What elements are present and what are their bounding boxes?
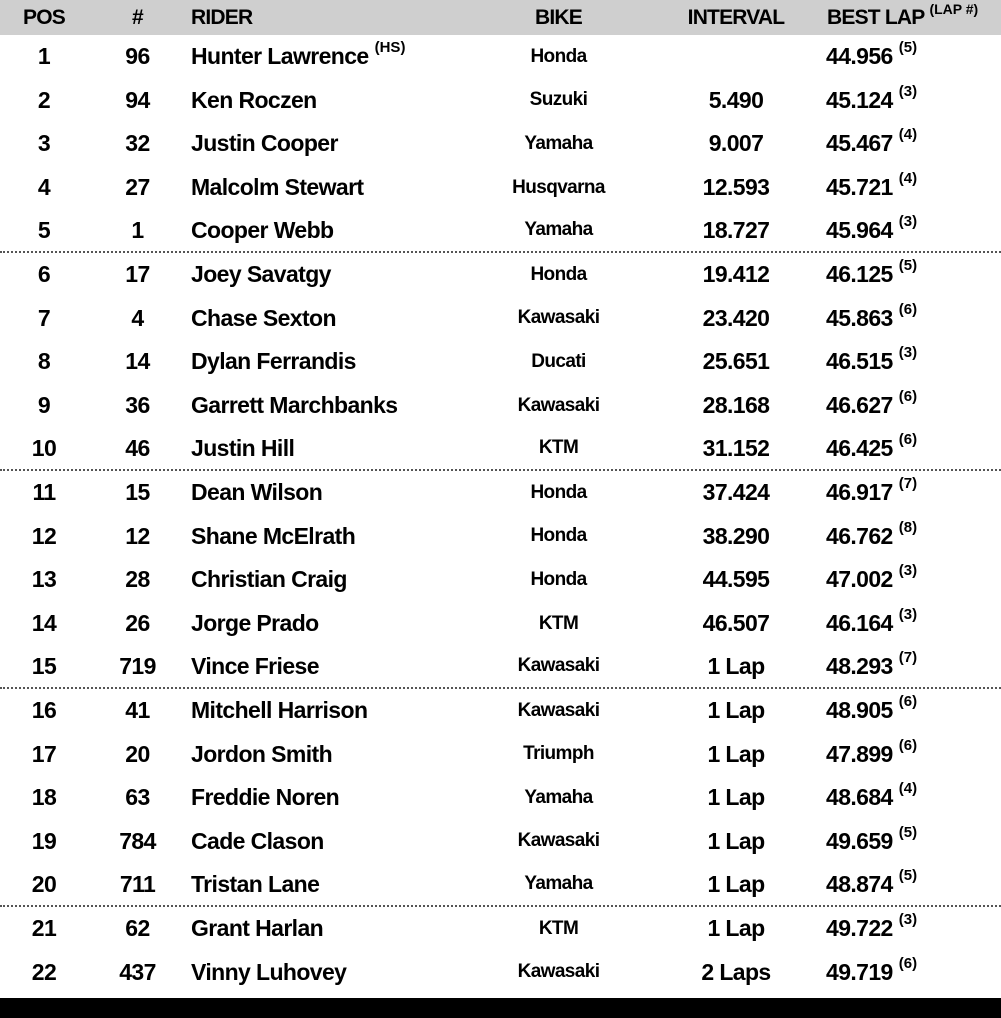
cell-interval: 44.595 [702, 566, 770, 593]
cell-bike: Ducati [531, 350, 586, 372]
cell-bike: Kawasaki [517, 699, 600, 721]
rider-name: Justin Cooper [191, 130, 338, 157]
table-row [0, 733, 1001, 777]
rider-name: Shane McElrath [191, 522, 356, 549]
cell-interval: 1 Lap [707, 784, 765, 811]
rider-name: Tristan Lane [191, 870, 320, 897]
cell-number: 437 [119, 958, 156, 985]
cell-interval: 1 Lap [707, 870, 765, 897]
cell-rider [191, 558, 511, 602]
cell-pos: 5 [37, 216, 51, 243]
table-row [0, 558, 1001, 602]
cell-best-lap [826, 733, 1001, 777]
table-body [0, 35, 1001, 994]
header-bike: BIKE [535, 5, 582, 29]
header-best-lap-label: BEST LAP [827, 5, 925, 29]
cell-rider [191, 471, 511, 515]
cell-number: 62 [125, 915, 150, 942]
cell-best-lap [826, 558, 1001, 602]
rider-name: Christian Craig [191, 566, 347, 593]
cell-pos: 3 [37, 130, 51, 157]
rider-name: Justin Hill [191, 434, 295, 461]
table-row [0, 209, 1001, 253]
cell-best-lap [826, 253, 1001, 297]
best-lap-time: 45.124 [826, 86, 893, 113]
cell-pos: 6 [37, 261, 51, 288]
table-row [0, 645, 1001, 689]
cell-best-lap [826, 645, 1001, 687]
best-lap-number: (3) [898, 82, 918, 100]
cell-interval: 5.490 [708, 86, 764, 113]
best-lap-number: (5) [898, 257, 918, 275]
best-lap-number: (4) [898, 170, 918, 188]
cell-interval: 12.593 [702, 174, 770, 201]
cell-rider [191, 166, 511, 210]
cell-pos: 9 [37, 392, 51, 419]
cell-interval: 31.152 [702, 434, 770, 461]
cell-bike: Husqvarna [512, 176, 605, 198]
cell-bike: KTM [538, 612, 579, 634]
cell-interval: 1 Lap [707, 740, 765, 767]
cell-rider [191, 907, 511, 951]
best-lap-time: 46.425 [826, 434, 893, 461]
cell-number: 719 [119, 652, 156, 679]
best-lap-number: (6) [898, 954, 918, 972]
best-lap-time: 45.721 [826, 174, 893, 201]
best-lap-time: 49.719 [826, 958, 893, 985]
rider-name: Chase Sexton [191, 304, 336, 331]
cell-rider [191, 122, 511, 166]
cell-interval: 1 Lap [707, 697, 765, 724]
rider-name: Grant Harlan [191, 915, 324, 942]
cell-bike: Kawasaki [517, 961, 600, 983]
rider-name: Dylan Ferrandis [191, 348, 356, 375]
cell-bike: Honda [530, 263, 587, 285]
header-interval: INTERVAL [687, 5, 785, 29]
cell-rider [191, 384, 511, 428]
cell-interval: 37.424 [702, 479, 770, 506]
cell-pos: 11 [32, 479, 56, 506]
cell-rider [191, 602, 511, 646]
table-row [0, 166, 1001, 210]
header-best-lap [827, 0, 1001, 35]
cell-pos: 4 [37, 174, 51, 201]
best-lap-time: 48.905 [826, 697, 893, 724]
best-lap-number: (8) [898, 518, 918, 536]
best-lap-time: 45.467 [826, 130, 893, 157]
cell-pos: 2 [37, 86, 51, 113]
cell-interval: 18.727 [702, 216, 770, 243]
table-row [0, 253, 1001, 297]
best-lap-number: (6) [898, 388, 918, 406]
cell-interval: 1 Lap [707, 652, 765, 679]
best-lap-time: 46.762 [826, 522, 893, 549]
header-number: # [132, 5, 143, 29]
rider-name: Jorge Prado [191, 610, 319, 637]
cell-number: 94 [125, 86, 150, 113]
table-row [0, 79, 1001, 123]
cell-number: 711 [119, 870, 156, 897]
best-lap-number: (3) [898, 212, 918, 230]
cell-rider [191, 253, 511, 297]
cell-number: 96 [125, 43, 150, 70]
cell-number: 46 [125, 434, 150, 461]
best-lap-time: 46.627 [826, 392, 893, 419]
table-row [0, 297, 1001, 341]
cell-number: 27 [125, 174, 150, 201]
cell-interval: 38.290 [702, 522, 770, 549]
cell-best-lap [826, 209, 1001, 251]
table-row [0, 471, 1001, 515]
rider-note-sup: (HS) [374, 39, 406, 57]
cell-rider [191, 733, 511, 777]
bottom-bar [0, 998, 1001, 1018]
best-lap-time: 49.659 [826, 827, 893, 854]
cell-number: 41 [125, 697, 150, 724]
table-row [0, 35, 1001, 79]
rider-name: Ken Roczen [191, 86, 317, 113]
best-lap-number: (3) [898, 344, 918, 362]
cell-best-lap [826, 602, 1001, 646]
cell-interval: 9.007 [708, 130, 764, 157]
cell-number: 14 [125, 348, 150, 375]
cell-pos: 15 [31, 652, 57, 679]
cell-number: 15 [125, 479, 150, 506]
cell-number: 28 [125, 566, 150, 593]
rider-name: Vinny Luhovey [191, 958, 347, 985]
cell-number: 26 [125, 610, 150, 637]
cell-pos: 16 [31, 697, 57, 724]
cell-best-lap [826, 689, 1001, 733]
table-header [0, 0, 1001, 35]
table-row [0, 427, 1001, 471]
cell-number: 12 [125, 522, 150, 549]
cell-rider [191, 689, 511, 733]
table-row [0, 820, 1001, 864]
cell-best-lap [826, 427, 1001, 469]
cell-bike: Yamaha [524, 219, 593, 241]
cell-best-lap [826, 776, 1001, 820]
best-lap-number: (5) [898, 823, 918, 841]
cell-number: 32 [125, 130, 150, 157]
best-lap-number: (7) [898, 475, 918, 493]
cell-rider [191, 79, 511, 123]
cell-pos: 21 [31, 915, 57, 942]
table-row [0, 776, 1001, 820]
best-lap-number: (7) [898, 648, 918, 666]
cell-best-lap [826, 79, 1001, 123]
best-lap-time: 47.899 [826, 740, 893, 767]
rider-name: Malcolm Stewart [191, 174, 364, 201]
best-lap-number: (3) [898, 911, 918, 929]
cell-bike: Honda [530, 525, 587, 547]
cell-bike: Kawasaki [517, 307, 600, 329]
cell-best-lap [826, 471, 1001, 515]
cell-pos: 10 [31, 434, 57, 461]
header-pos: POS [23, 5, 65, 29]
cell-bike: Honda [530, 45, 587, 67]
best-lap-number: (5) [898, 866, 918, 884]
cell-rider [191, 820, 511, 864]
cell-best-lap [826, 863, 1001, 905]
best-lap-time: 46.125 [826, 261, 893, 288]
cell-pos: 8 [37, 348, 51, 375]
header-rider: RIDER [191, 5, 253, 29]
cell-bike: Kawasaki [517, 655, 600, 677]
cell-rider [191, 776, 511, 820]
rider-name: Vince Friese [191, 652, 319, 679]
cell-rider [191, 340, 511, 384]
best-lap-time: 45.863 [826, 304, 893, 331]
cell-best-lap [826, 384, 1001, 428]
cell-best-lap [826, 340, 1001, 384]
rider-name: Jordon Smith [191, 740, 333, 767]
best-lap-time: 49.722 [826, 915, 893, 942]
best-lap-number: (3) [898, 606, 918, 624]
cell-bike: Yamaha [524, 873, 593, 895]
cell-interval: 25.651 [702, 348, 770, 375]
cell-rider [191, 427, 511, 469]
cell-number: 17 [125, 261, 150, 288]
cell-bike: Kawasaki [517, 830, 600, 852]
table-row [0, 515, 1001, 559]
cell-bike: Honda [530, 568, 587, 590]
cell-best-lap [826, 820, 1001, 864]
cell-interval: 19.412 [702, 261, 770, 288]
best-lap-time: 46.917 [826, 479, 893, 506]
cell-bike: Yamaha [524, 786, 593, 808]
cell-pos: 22 [31, 958, 57, 985]
cell-best-lap [826, 515, 1001, 559]
best-lap-time: 47.002 [826, 566, 893, 593]
rider-name: Freddie Noren [191, 784, 340, 811]
best-lap-number: (6) [898, 300, 918, 318]
rider-name: Joey Savatgy [191, 261, 331, 288]
best-lap-time: 48.293 [826, 652, 893, 679]
cell-interval: 28.168 [702, 392, 770, 419]
cell-bike: KTM [538, 917, 579, 939]
rider-name: Mitchell Harrison [191, 697, 368, 724]
table-row [0, 950, 1001, 994]
cell-interval: 1 Lap [707, 827, 765, 854]
rider-name: Cooper Webb [191, 216, 334, 243]
cell-rider [191, 35, 511, 79]
best-lap-time: 44.956 [826, 43, 893, 70]
cell-pos: 17 [31, 740, 57, 767]
cell-pos: 19 [31, 827, 57, 854]
rider-name: Hunter Lawrence [191, 43, 369, 70]
cell-rider [191, 209, 511, 251]
cell-rider [191, 515, 511, 559]
table-row [0, 602, 1001, 646]
best-lap-number: (6) [898, 430, 918, 448]
cell-number: 36 [125, 392, 150, 419]
rider-name: Garrett Marchbanks [191, 392, 398, 419]
cell-interval [662, 35, 810, 79]
best-lap-number: (4) [898, 780, 918, 798]
cell-bike: Triumph [523, 743, 594, 765]
cell-interval: 1 Lap [707, 915, 765, 942]
best-lap-time: 48.874 [826, 870, 893, 897]
cell-number: 63 [125, 784, 150, 811]
table-row [0, 384, 1001, 428]
table-row [0, 863, 1001, 907]
cell-number: 20 [125, 740, 150, 767]
best-lap-number: (3) [898, 562, 918, 580]
cell-number: 784 [119, 827, 156, 854]
cell-pos: 18 [31, 784, 57, 811]
cell-bike: Kawasaki [517, 394, 600, 416]
cell-best-lap [826, 35, 1001, 79]
cell-best-lap [826, 907, 1001, 951]
cell-bike: Honda [530, 481, 587, 503]
cell-number: 1 [131, 216, 144, 243]
cell-pos: 20 [31, 870, 57, 897]
best-lap-time: 48.684 [826, 784, 893, 811]
header-best-lap-sup: (LAP #) [929, 0, 979, 17]
best-lap-number: (4) [898, 126, 918, 144]
best-lap-number: (6) [898, 736, 918, 754]
cell-interval: 23.420 [702, 304, 770, 331]
best-lap-number: (5) [898, 39, 918, 57]
cell-rider [191, 297, 511, 341]
rider-name: Cade Clason [191, 827, 324, 854]
cell-pos: 1 [37, 43, 51, 70]
cell-interval: 46.507 [702, 610, 770, 637]
cell-bike: Suzuki [529, 89, 588, 111]
cell-best-lap [826, 166, 1001, 210]
best-lap-time: 45.964 [826, 216, 893, 243]
cell-pos: 12 [31, 522, 57, 549]
cell-rider [191, 645, 511, 687]
table-row [0, 907, 1001, 951]
cell-best-lap [826, 950, 1001, 994]
cell-best-lap [826, 122, 1001, 166]
cell-rider [191, 950, 511, 994]
cell-bike: Yamaha [524, 132, 593, 154]
best-lap-time: 46.515 [826, 348, 893, 375]
table-row [0, 340, 1001, 384]
cell-number: 4 [131, 304, 144, 331]
cell-interval: 2 Laps [701, 958, 771, 985]
rider-name: Dean Wilson [191, 479, 323, 506]
best-lap-time: 46.164 [826, 610, 893, 637]
cell-bike: KTM [538, 437, 579, 459]
cell-pos: 14 [31, 610, 57, 637]
best-lap-number: (6) [898, 693, 918, 711]
cell-rider [191, 863, 511, 905]
table-row [0, 122, 1001, 166]
cell-best-lap [826, 297, 1001, 341]
cell-pos: 13 [31, 566, 57, 593]
table-row [0, 689, 1001, 733]
cell-pos: 7 [37, 304, 51, 331]
